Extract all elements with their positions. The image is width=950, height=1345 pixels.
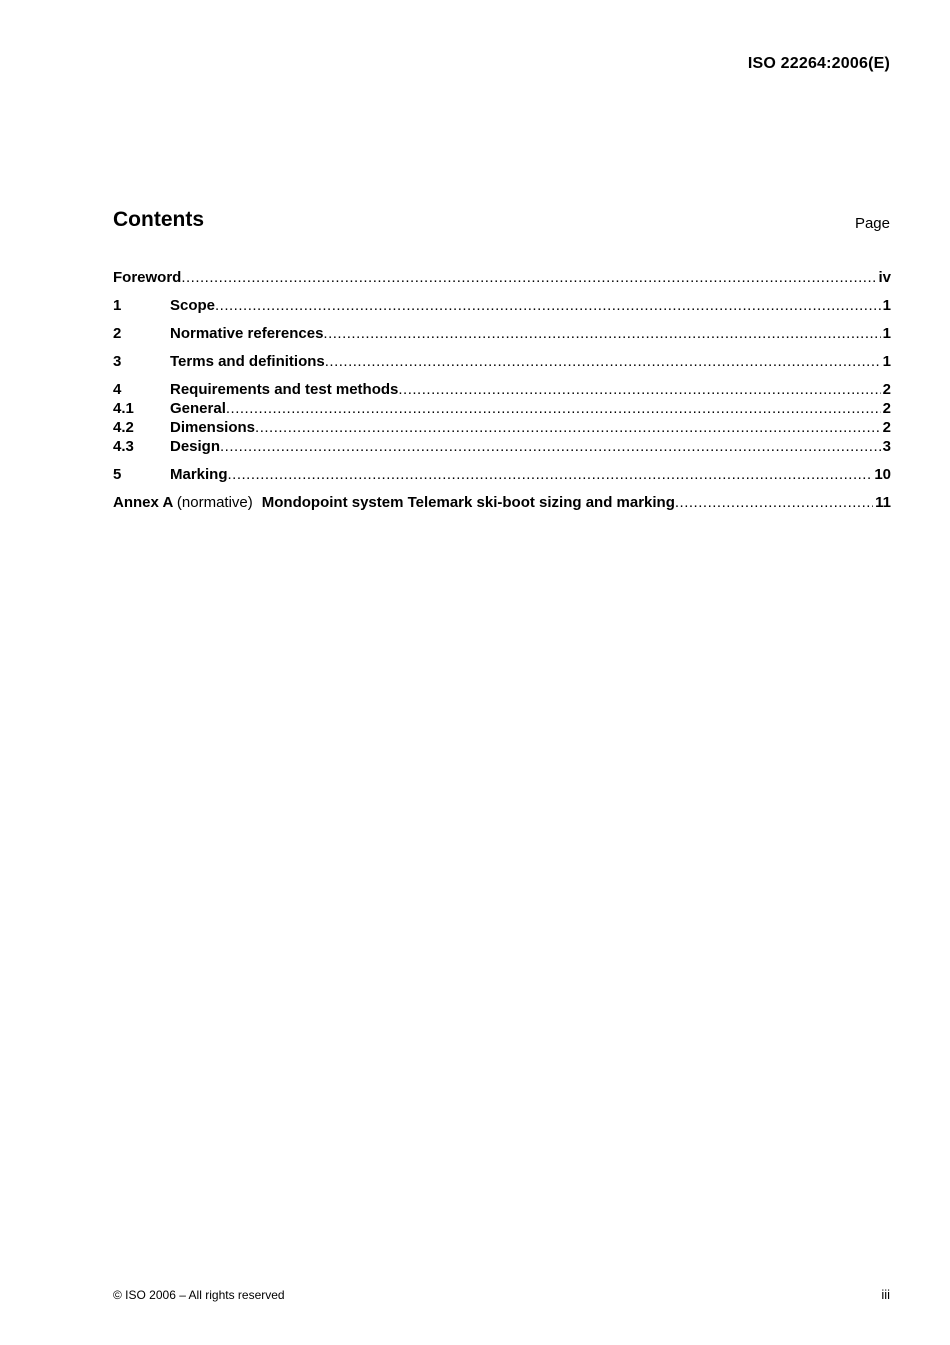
- table-of-contents: [113, 268, 891, 512]
- toc-entry-number: 5: [113, 466, 122, 483]
- toc-entry-requirements-and-test-methods[interactable]: [113, 380, 891, 399]
- toc-entry-terms-and-definitions[interactable]: [113, 352, 891, 371]
- toc-entry-number: 4.1: [113, 400, 134, 417]
- toc-entry-number: 4.3: [113, 438, 134, 455]
- copyright-notice: © ISO 2006 – All rights reserved: [113, 1288, 285, 1302]
- toc-annex-title: [113, 493, 675, 512]
- toc-entry-number: 1: [113, 297, 122, 314]
- toc-entry-page: 1: [882, 353, 891, 370]
- toc-entry-number: 4.2: [113, 419, 134, 436]
- toc-entry-page: 10: [874, 466, 891, 483]
- dot-leader: [220, 437, 881, 456]
- annex-qualifier: (normative): [176, 494, 253, 511]
- page-number: iii: [881, 1287, 890, 1302]
- dot-leader: [255, 418, 881, 437]
- toc-entry-title: General: [170, 400, 226, 417]
- toc-entry-title: Terms and definitions: [170, 353, 325, 370]
- toc-entry-page: iv: [878, 269, 891, 286]
- toc-entry-page: 2: [882, 400, 891, 417]
- dot-leader: [325, 352, 881, 371]
- toc-entry-annex-a[interactable]: [113, 493, 891, 512]
- toc-entry-page: 2: [882, 381, 891, 398]
- toc-entry-page: 1: [882, 297, 891, 314]
- toc-entry-number: 2: [113, 325, 122, 342]
- toc-entry-number: 3: [113, 353, 122, 370]
- toc-entry-dimensions[interactable]: [113, 418, 891, 437]
- toc-entry-general[interactable]: [113, 399, 891, 418]
- toc-entry-title: Design: [170, 438, 221, 455]
- dot-leader: [215, 296, 881, 315]
- toc-entry-foreword[interactable]: [113, 268, 891, 287]
- toc-entry-page: 1: [882, 325, 891, 342]
- toc-entry-page: 11: [875, 494, 891, 511]
- toc-entry-title: Scope: [170, 297, 216, 314]
- toc-entry-page: 3: [882, 438, 891, 455]
- toc-entry-design[interactable]: [113, 437, 891, 456]
- toc-entry-title: Marking: [170, 466, 228, 483]
- dot-leader: [226, 399, 881, 418]
- contents-heading: Contents: [113, 208, 204, 231]
- toc-entry-title: Foreword: [113, 269, 182, 286]
- toc-entry-number: 4: [113, 381, 122, 398]
- dot-leader: [675, 493, 873, 512]
- toc-entry-normative-references[interactable]: [113, 324, 891, 343]
- page-column-label: Page: [854, 215, 890, 232]
- toc-entry-title: Normative references: [170, 325, 324, 342]
- dot-leader: [228, 465, 873, 484]
- dot-leader: [323, 324, 880, 343]
- document-id: ISO 22264:2006(E): [747, 55, 890, 72]
- toc-entry-title: Dimensions: [170, 419, 256, 436]
- toc-entry-scope[interactable]: [113, 296, 891, 315]
- dot-leader: [181, 268, 876, 287]
- toc-entry-page: 2: [882, 419, 891, 436]
- annex-label: Annex A: [113, 494, 173, 511]
- toc-entry-title: Requirements and test methods: [170, 381, 399, 398]
- toc-entry-marking[interactable]: [113, 465, 891, 484]
- annex-title: Mondopoint system Telemark ski-boot sizing and marking: [261, 494, 675, 511]
- dot-leader: [398, 380, 880, 399]
